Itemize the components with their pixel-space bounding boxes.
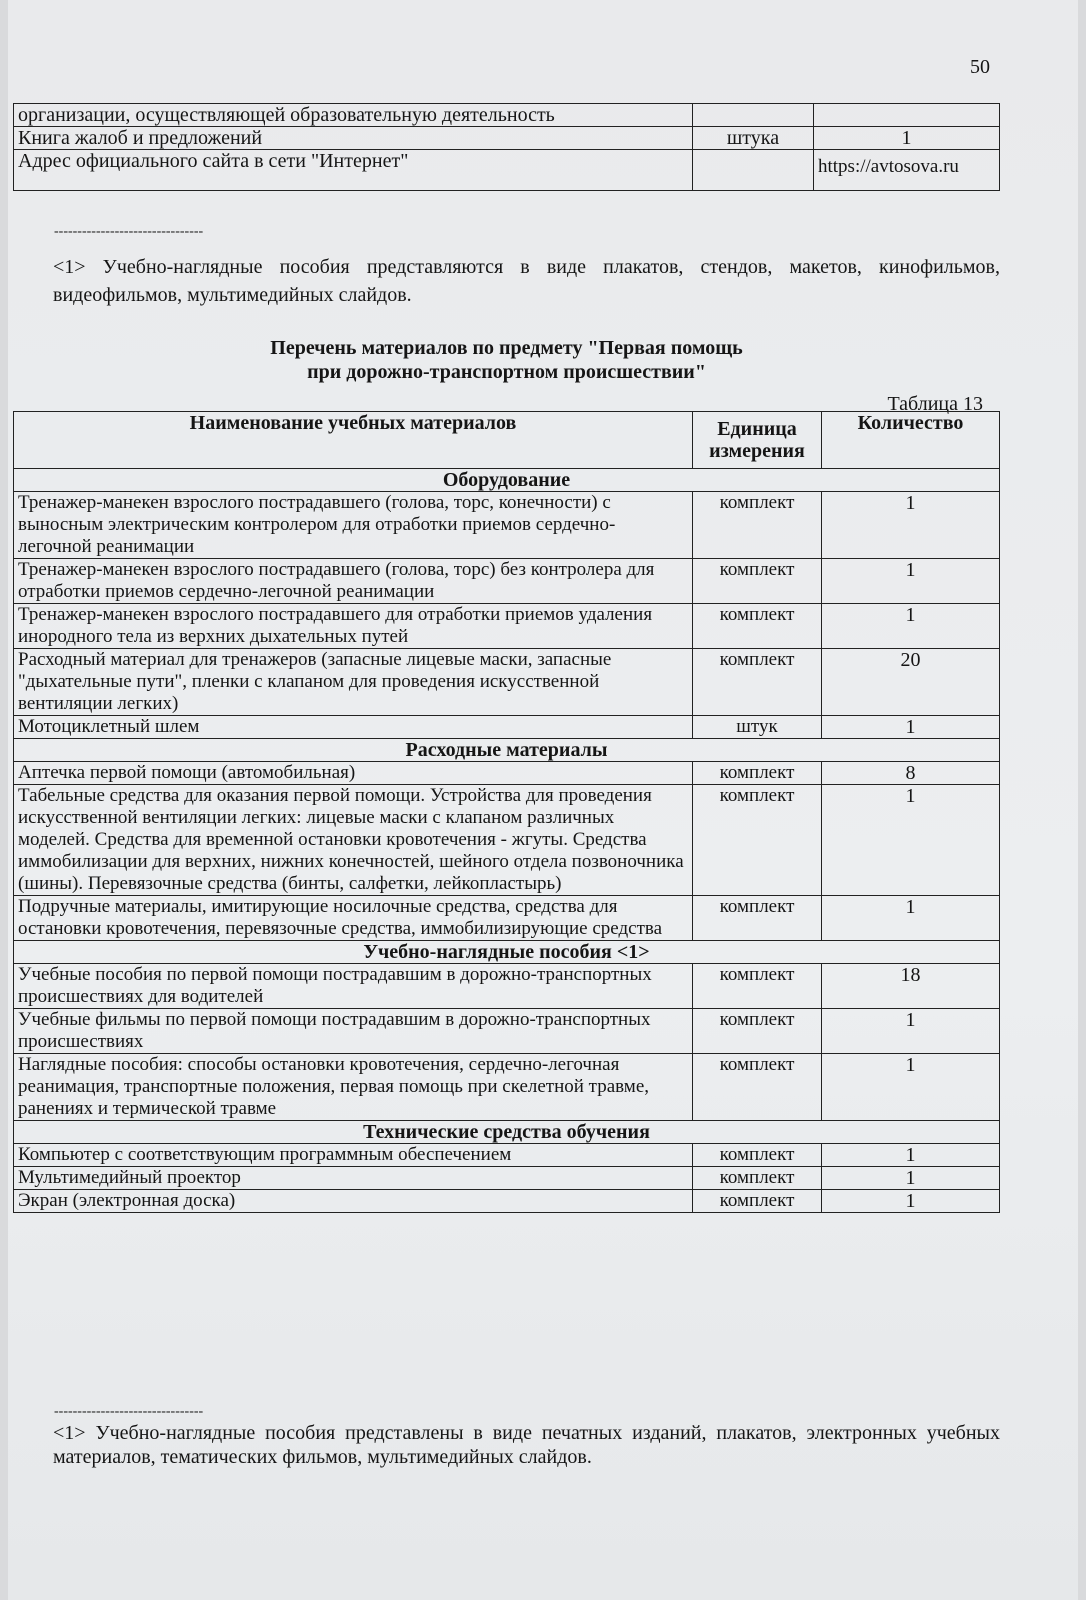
table-row (14, 1190, 1000, 1213)
section-row (14, 1121, 1000, 1144)
table-cell-unit: комплект (693, 492, 822, 559)
table-cell-qty: 1 (822, 492, 1000, 559)
table-cell-name: Тренажер-манекен взрослого пострадавшего (голова, торс) без контролера для отработки приемов сердечно-легочной реанимации (14, 559, 693, 604)
footnote-paragraph: <1> Учебно-наглядные пособия представляются в виде плакатов, стендов, макетов, кинофильмов, видеофильмов, мультимедийных слайдов. (53, 256, 1000, 306)
title-line: Перечень материалов по предмету "Первая помощь (270, 337, 743, 359)
table-row (14, 127, 1000, 150)
table-cell-qty: 1 (822, 559, 1000, 604)
table-row (14, 716, 1000, 739)
table-row (14, 559, 1000, 604)
table-header-row (14, 412, 1000, 469)
table-cell-name: Тренажер-манекен взрослого пострадавшего для отработки приемов удаления инородного тела из верхних дыхательных путей (14, 604, 693, 649)
page-number: 50 (970, 56, 990, 78)
table-cell-qty: 20 (822, 649, 1000, 716)
table-cell-qty: 1 (822, 1144, 1000, 1167)
table-cell-qty: 1 (822, 785, 1000, 896)
table-row (14, 1167, 1000, 1190)
materials-table (13, 411, 1000, 1213)
header-unit: Единица измерения (693, 412, 822, 469)
table-cell-name: Учебные пособия по первой помощи пострадавшим в дорожно-транспортных происшествиях для водителей (14, 964, 693, 1009)
footnote-text (13, 253, 1000, 309)
table-cell-unit: штук (693, 716, 822, 739)
table-row (14, 896, 1000, 941)
table-cell-name: Адрес официального сайта в сети "Интернет" (14, 150, 693, 191)
table-cell-name: Аптечка первой помощи (автомобильная) (14, 762, 693, 785)
table-cell-qty (814, 104, 1000, 127)
table-cell-unit: комплект (693, 559, 822, 604)
table-cell-unit (693, 150, 814, 191)
header-name: Наименование учебных материалов (14, 412, 693, 469)
section-title-cell: Оборудование (14, 469, 1000, 492)
table-cell-unit (693, 104, 814, 127)
table-cell-qty: 1 (822, 604, 1000, 649)
table-label: Таблица 13 (887, 393, 983, 415)
table-cell-qty: 8 (822, 762, 1000, 785)
table-row (14, 1144, 1000, 1167)
table-cell-qty: 18 (822, 964, 1000, 1009)
table-cell-qty: 1 (822, 1190, 1000, 1213)
table-row (14, 649, 1000, 716)
table-row (14, 104, 1000, 127)
table-cell-unit: штука (693, 127, 814, 150)
table-cell-qty: 1 (822, 1009, 1000, 1054)
table-row (14, 1054, 1000, 1121)
table-cell-unit: комплект (693, 964, 822, 1009)
table-cell-name: Тренажер-манекен взрослого пострадавшего (голова, торс, конечности) с выносным электрическим контролером для отработки приемов сердечно-легочной реанимации (14, 492, 693, 559)
table-cell-name: Учебные фильмы по первой помощи пострадавшим в дорожно-транспортных происшествиях (14, 1009, 693, 1054)
table-cell-qty: 1 (822, 716, 1000, 739)
table-cell-qty: 1 (822, 1167, 1000, 1190)
table-cell-unit: комплект (693, 1190, 822, 1213)
table-cell-unit: комплект (693, 896, 822, 941)
table-cell-unit: комплект (693, 785, 822, 896)
table-row (14, 604, 1000, 649)
section-title-cell: Расходные материалы (14, 739, 1000, 762)
table-row (14, 964, 1000, 1009)
section-title-cell: Технические средства обучения (14, 1121, 1000, 1144)
footnote-paragraph: <1> Учебно-наглядные пособия представлены в виде печатных изданий, плакатов, электронных учебных материалов, тематических фильмов, мультимедийных слайдов. (53, 1422, 1000, 1468)
table-row (14, 762, 1000, 785)
table-cell-qty: 1 (822, 1054, 1000, 1121)
table-row (14, 492, 1000, 559)
table-cell-name: Книга жалоб и предложений (14, 127, 693, 150)
table-cell-unit: комплект (693, 1054, 822, 1121)
footnote-text (13, 1421, 1000, 1469)
table-row (14, 150, 1000, 191)
table-cell-name: организации, осуществляющей образовательную деятельность (14, 104, 693, 127)
table-cell-name: Расходный материал для тренажеров (запасные лицевые маски, запасные "дыхательные пути", пленки с клапаном для проведения искусственной вентиляции легких) (14, 649, 693, 716)
table-cell-name: Подручные материалы, имитирующие носилочные средства, средства для остановки кровотечения, перевязочные средства, иммобилизирующие средства (14, 896, 693, 941)
table-cell-unit: комплект (693, 1144, 822, 1167)
footnote-separator: -------------------------------- (54, 224, 204, 239)
table-cell-unit: комплект (693, 604, 822, 649)
document-page (8, 0, 1078, 1600)
table-cell-name: Мотоциклетный шлем (14, 716, 693, 739)
table-cell-name: Мультимедийный проектор (14, 1167, 693, 1190)
table-cell-qty: 1 (822, 896, 1000, 941)
header-qty: Количество (822, 412, 1000, 469)
title-line: при дорожно-транспортном происшествии" (307, 361, 706, 383)
section-title (13, 336, 1000, 384)
section-row (14, 739, 1000, 762)
table-cell-unit: комплект (693, 1009, 822, 1054)
table-cell-unit: комплект (693, 649, 822, 716)
footnote-separator: -------------------------------- (54, 1404, 204, 1419)
top-table (13, 103, 1000, 191)
section-title-cell: Учебно-наглядные пособия <1> (14, 941, 1000, 964)
section-row (14, 469, 1000, 492)
table-cell-name: Экран (электронная доска) (14, 1190, 693, 1213)
website-url[interactable]: https://avtosova.ru (814, 150, 1000, 191)
table-cell-qty: 1 (814, 127, 1000, 150)
section-row (14, 941, 1000, 964)
table-cell-name: Компьютер с соответствующим программным обеспечением (14, 1144, 693, 1167)
table-cell-name: Табельные средства для оказания первой помощи. Устройства для проведения искусственной вентиляции легких: лицевые маски с клапаном различных моделей. Средства для временной остановки кровотечения - жгуты. Средства иммобилизации для верхних, нижних конечностей, шейного отдела позвоночника (шины). Перевязочные средства (бинты, салфетки, лейкопластырь) (14, 785, 693, 896)
table-cell-unit: комплект (693, 762, 822, 785)
table-cell-unit: комплект (693, 1167, 822, 1190)
table-row (14, 1009, 1000, 1054)
table-cell-name: Наглядные пособия: способы остановки кровотечения, сердечно-легочная реанимация, транспортные положения, первая помощь при скелетной травме, ранениях и термической травме (14, 1054, 693, 1121)
table-row (14, 785, 1000, 896)
